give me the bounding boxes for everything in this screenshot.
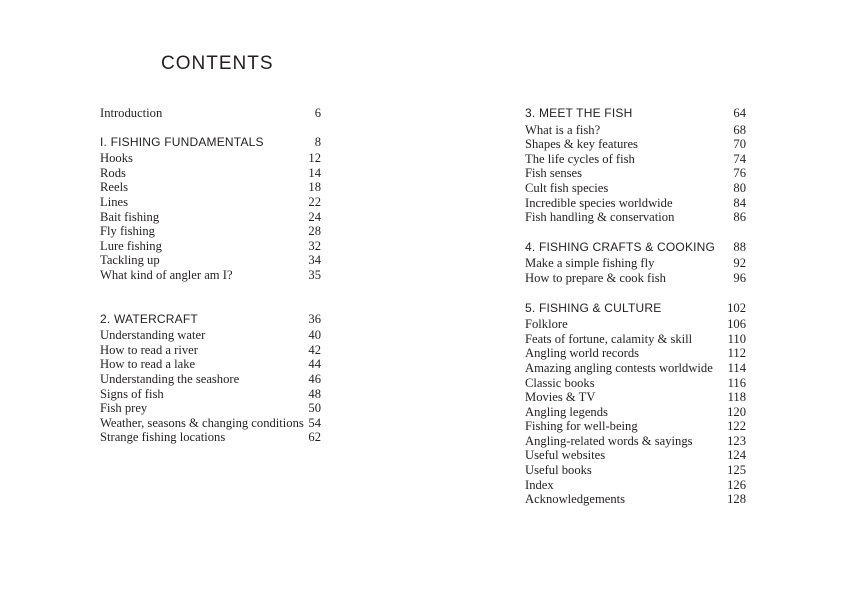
toc-entry-label: What is a fish? bbox=[525, 122, 601, 137]
toc-entry[interactable] bbox=[100, 416, 321, 431]
toc-entry[interactable] bbox=[100, 224, 321, 239]
section-heading[interactable] bbox=[100, 312, 321, 327]
section-heading-label: 4. FISHING CRAFTS & COOKING bbox=[525, 239, 716, 254]
toc-entry-label: Reels bbox=[100, 180, 128, 195]
toc-entry-page: 35 bbox=[308, 267, 321, 282]
toc-entry[interactable] bbox=[525, 181, 746, 196]
toc-entry-label: Useful websites bbox=[525, 448, 606, 463]
toc-entry[interactable] bbox=[525, 166, 746, 181]
toc-entry[interactable] bbox=[100, 401, 321, 416]
toc-entry-page: 6 bbox=[314, 106, 321, 120]
toc-entry-label: Bait fishing bbox=[100, 209, 160, 224]
toc-right-column bbox=[525, 106, 746, 507]
toc-entry[interactable] bbox=[525, 152, 746, 167]
toc-entry-label: Folklore bbox=[525, 317, 568, 332]
toc-entry-page: 32 bbox=[308, 238, 321, 253]
toc-entry-label: Incredible species worldwide bbox=[525, 195, 673, 210]
section-heading-label: I. FISHING FUNDAMENTALS bbox=[100, 134, 264, 149]
section-heading-page: 8 bbox=[314, 134, 321, 149]
toc-entry[interactable] bbox=[100, 357, 321, 372]
toc-entry[interactable] bbox=[100, 239, 321, 254]
toc-entry[interactable] bbox=[100, 180, 321, 195]
section-heading-page: 88 bbox=[733, 239, 746, 254]
toc-entry-page: 40 bbox=[308, 328, 321, 343]
toc-entry[interactable] bbox=[525, 317, 746, 332]
section-heading[interactable] bbox=[100, 135, 321, 150]
toc-entry-label: Acknowledgements bbox=[525, 492, 626, 507]
toc-entry[interactable] bbox=[525, 346, 746, 361]
toc-entry-page: 118 bbox=[727, 390, 746, 405]
toc-entry[interactable] bbox=[100, 151, 321, 166]
toc-entry-page: 34 bbox=[308, 253, 321, 268]
section-heading-label: 2. WATERCRAFT bbox=[100, 311, 198, 326]
toc-entry[interactable] bbox=[525, 361, 746, 376]
toc-entry[interactable] bbox=[525, 210, 746, 225]
toc-entry[interactable] bbox=[100, 387, 321, 402]
toc-entry[interactable] bbox=[525, 448, 746, 463]
toc-entry-label: Fish prey bbox=[100, 401, 148, 416]
toc-entry-page: 124 bbox=[727, 448, 746, 463]
toc-entry-label: Understanding the seashore bbox=[100, 371, 240, 386]
toc-entry[interactable] bbox=[525, 492, 746, 507]
toc-entry-page: 68 bbox=[733, 122, 746, 137]
toc-entry[interactable] bbox=[100, 166, 321, 181]
toc-section-4 bbox=[525, 240, 746, 286]
toc-entry-label: Angling world records bbox=[525, 346, 640, 361]
toc-entry[interactable] bbox=[100, 430, 321, 445]
toc-entry-label: Lure fishing bbox=[100, 238, 162, 253]
toc-entry-label: Introduction bbox=[100, 106, 163, 120]
section-heading-page: 36 bbox=[308, 311, 321, 326]
toc-entry-label: Cult fish species bbox=[525, 180, 609, 195]
toc-entry[interactable] bbox=[525, 137, 746, 152]
toc-entry-page: 46 bbox=[308, 371, 321, 386]
toc-entry[interactable] bbox=[525, 196, 746, 211]
toc-entry-page: 123 bbox=[727, 433, 746, 448]
toc-entry[interactable] bbox=[525, 390, 746, 405]
toc-entry-label: How to read a river bbox=[100, 342, 198, 357]
toc-entry[interactable] bbox=[525, 376, 746, 391]
toc-entry[interactable] bbox=[525, 405, 746, 420]
toc-entry-label: Amazing angling contests worldwide bbox=[525, 360, 713, 375]
toc-entry-label: Strange fishing locations bbox=[100, 430, 226, 445]
toc-section-3 bbox=[525, 106, 746, 225]
toc-entry[interactable] bbox=[525, 434, 746, 449]
toc-entry-label: Index bbox=[525, 477, 554, 492]
toc-entry[interactable] bbox=[525, 332, 746, 347]
toc-entry-label: Understanding water bbox=[100, 328, 206, 343]
toc-entry-label: Angling legends bbox=[525, 404, 608, 419]
toc-entry-label: Lines bbox=[100, 194, 128, 209]
toc-section-2 bbox=[100, 312, 321, 445]
toc-entry[interactable] bbox=[100, 195, 321, 210]
toc-entry-page: 128 bbox=[727, 492, 746, 507]
toc-entry-page: 110 bbox=[727, 331, 746, 346]
toc-entry[interactable] bbox=[100, 253, 321, 268]
section-heading[interactable] bbox=[525, 301, 746, 316]
toc-entry-page: 12 bbox=[308, 151, 321, 166]
toc-entry[interactable] bbox=[525, 256, 746, 271]
toc-entry-page: 76 bbox=[733, 166, 746, 181]
toc-entry[interactable] bbox=[525, 123, 746, 138]
toc-entry-page: 48 bbox=[308, 386, 321, 401]
toc-section-5 bbox=[525, 301, 746, 507]
section-heading-label: 5. FISHING & CULTURE bbox=[525, 300, 662, 315]
toc-entry[interactable] bbox=[100, 210, 321, 225]
toc-entry-page: 114 bbox=[727, 360, 746, 375]
toc-entry-page: 120 bbox=[727, 404, 746, 419]
toc-entry-page: 28 bbox=[308, 224, 321, 239]
toc-entry-page: 22 bbox=[308, 194, 321, 209]
toc-entry-page: 125 bbox=[727, 463, 746, 478]
toc-entry-label: Fishing for well-being bbox=[525, 419, 638, 434]
toc-entry-page: 70 bbox=[733, 137, 746, 152]
toc-entry-label: How to prepare & cook fish bbox=[525, 270, 666, 285]
section-heading-label: 3. MEET THE FISH bbox=[525, 106, 633, 120]
toc-entry-label: Feats of fortune, calamity & skill bbox=[525, 331, 693, 346]
toc-entry-label: Rods bbox=[100, 165, 126, 180]
section-heading-page: 64 bbox=[733, 106, 746, 120]
toc-entry-label: Useful books bbox=[525, 463, 592, 478]
section-heading-page: 102 bbox=[727, 300, 746, 315]
toc-entry-label: Classic books bbox=[525, 375, 595, 390]
section-heading[interactable] bbox=[525, 240, 746, 255]
toc-entry-page: 62 bbox=[308, 430, 321, 445]
toc-entry-label: Fish senses bbox=[525, 166, 583, 181]
toc-entry[interactable] bbox=[525, 271, 746, 286]
toc-entry[interactable] bbox=[100, 268, 321, 283]
toc-entry-page: 80 bbox=[733, 180, 746, 195]
toc-entry-label: Movies & TV bbox=[525, 390, 596, 405]
toc-entry-page: 44 bbox=[308, 357, 321, 372]
toc-entry-label: Hooks bbox=[100, 151, 133, 166]
section-heading[interactable] bbox=[525, 106, 746, 121]
toc-entry-page: 18 bbox=[308, 180, 321, 195]
toc-entry[interactable] bbox=[100, 328, 321, 343]
toc-entry-page: 126 bbox=[727, 477, 746, 492]
toc-entry[interactable] bbox=[525, 478, 746, 493]
toc-entry-page: 96 bbox=[733, 270, 746, 285]
toc-entry-page: 24 bbox=[308, 209, 321, 224]
toc-entry-page: 84 bbox=[733, 195, 746, 210]
toc-entry-label: Fly fishing bbox=[100, 224, 155, 239]
toc-entry-page: 116 bbox=[727, 375, 746, 390]
toc-entry-page: 106 bbox=[727, 317, 746, 332]
toc-entry-label: Fish handling & conservation bbox=[525, 210, 675, 225]
toc-entry-label: Shapes & key features bbox=[525, 137, 638, 152]
toc-entry-page: 122 bbox=[727, 419, 746, 434]
toc-entry-label: Make a simple fishing fly bbox=[525, 256, 655, 271]
toc-entry-label: How to read a lake bbox=[100, 357, 196, 372]
toc-entry[interactable] bbox=[100, 372, 321, 387]
toc-entry-label: What kind of angler am I? bbox=[100, 267, 233, 282]
toc-section-1 bbox=[100, 135, 321, 283]
toc-entry-label: Signs of fish bbox=[100, 386, 164, 401]
toc-entry-label: The life cycles of fish bbox=[525, 151, 635, 166]
toc-entry-introduction[interactable] bbox=[100, 106, 321, 121]
toc-left-column bbox=[100, 106, 321, 445]
toc-entry[interactable] bbox=[100, 343, 321, 358]
toc-entry-page: 50 bbox=[308, 401, 321, 416]
toc-entry-page: 42 bbox=[308, 342, 321, 357]
toc-entry[interactable] bbox=[525, 419, 746, 434]
toc-entry-label: Weather, seasons & changing conditions bbox=[100, 415, 304, 430]
toc-entry[interactable] bbox=[525, 463, 746, 478]
toc-entry-page: 112 bbox=[727, 346, 746, 361]
toc-entry-page: 92 bbox=[733, 256, 746, 271]
toc-entry-page: 14 bbox=[308, 165, 321, 180]
toc-entry-label: Angling-related words & sayings bbox=[525, 433, 693, 448]
page-title: CONTENTS bbox=[161, 53, 274, 74]
toc-entry-label: Tackling up bbox=[100, 253, 160, 268]
toc-entry-page: 74 bbox=[733, 151, 746, 166]
toc-entry-page: 54 bbox=[308, 415, 321, 430]
toc-entry-page: 86 bbox=[733, 210, 746, 225]
